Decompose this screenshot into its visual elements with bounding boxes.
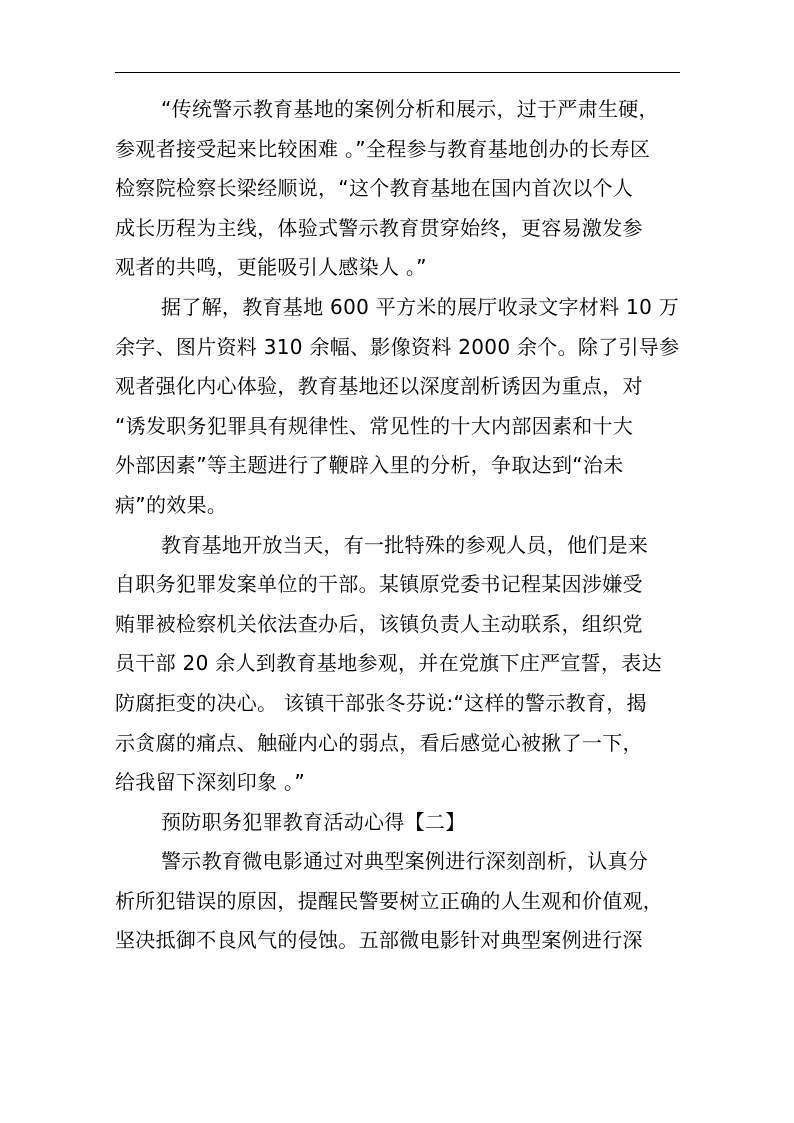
text-line: 坚决抵御不良风气的侵蚀。五部微电影针对典型案例进行深: [115, 928, 643, 953]
text-line: 自职务犯罪发案单位的干部。某镇原党委书记程某因涉嫌受: [115, 572, 643, 597]
text-line: 析所犯错误的原因，提醒民警要树立正确的人生观和价值观，: [115, 888, 664, 913]
text-line: 外部因素”等主题进行了鞭辟入里的分析，争取达到“治未: [115, 453, 624, 478]
text-line: 参观者接受起来比较困难 。”全程参与教育基地创办的长寿区: [115, 136, 651, 161]
text-line: “诱发职务犯罪具有规律性、常见性的十大内部因素和十大: [115, 413, 634, 438]
text-line: 给我留下深刻印象 。”: [115, 770, 306, 795]
text-line: 据了解，教育基地 600 平方米的展厅收录文字材料 10 万: [161, 294, 680, 319]
text-line: 成长历程为主线，体验式警示教育贯穿始终，更容易激发参: [115, 215, 643, 240]
text-line: 示贪腐的痛点、触碰内心的弱点，看后感觉心被揪了一下，: [115, 730, 643, 755]
text-line: 观者强化内心体验，教育基地还以深度剖析诱因为重点，对: [115, 374, 643, 399]
document-body: [115, 90, 685, 961]
text-line: 警示教育微电影通过对典型案例进行深刻剖析，认真分: [161, 849, 649, 874]
text-line: 病”的效果。: [115, 492, 228, 517]
text-line: 余字、图片资料 310 余幅、影像资料 2000 余个。除了引导参: [115, 334, 680, 359]
text-line: 防腐拒变的决心。 该镇干部张冬芬说:“这样的警示教育，揭: [115, 690, 647, 715]
section-heading: 预防职务犯罪教育活动心得【二】: [161, 809, 466, 834]
text-line: 教育基地开放当天，有一批特殊的参观人员，他们是来: [161, 532, 649, 557]
text-line: “传统警示教育基地的案例分析和展示，过于严肃生硬，: [161, 97, 659, 121]
text-line: 贿罪被检察机关依法查办后，该镇负责人主动联系，组织党: [115, 611, 643, 636]
text-line: 观者的共鸣，更能吸引人感染人 。”: [115, 255, 427, 280]
text-line: 检察院检察长梁经顺说，“这个教育基地在国内首次以个人: [115, 176, 634, 201]
text-line: 员干部 20 余人到教育基地参观，并在党旗下庄严宣誓，表达: [115, 651, 662, 676]
header-rule: [115, 72, 680, 73]
